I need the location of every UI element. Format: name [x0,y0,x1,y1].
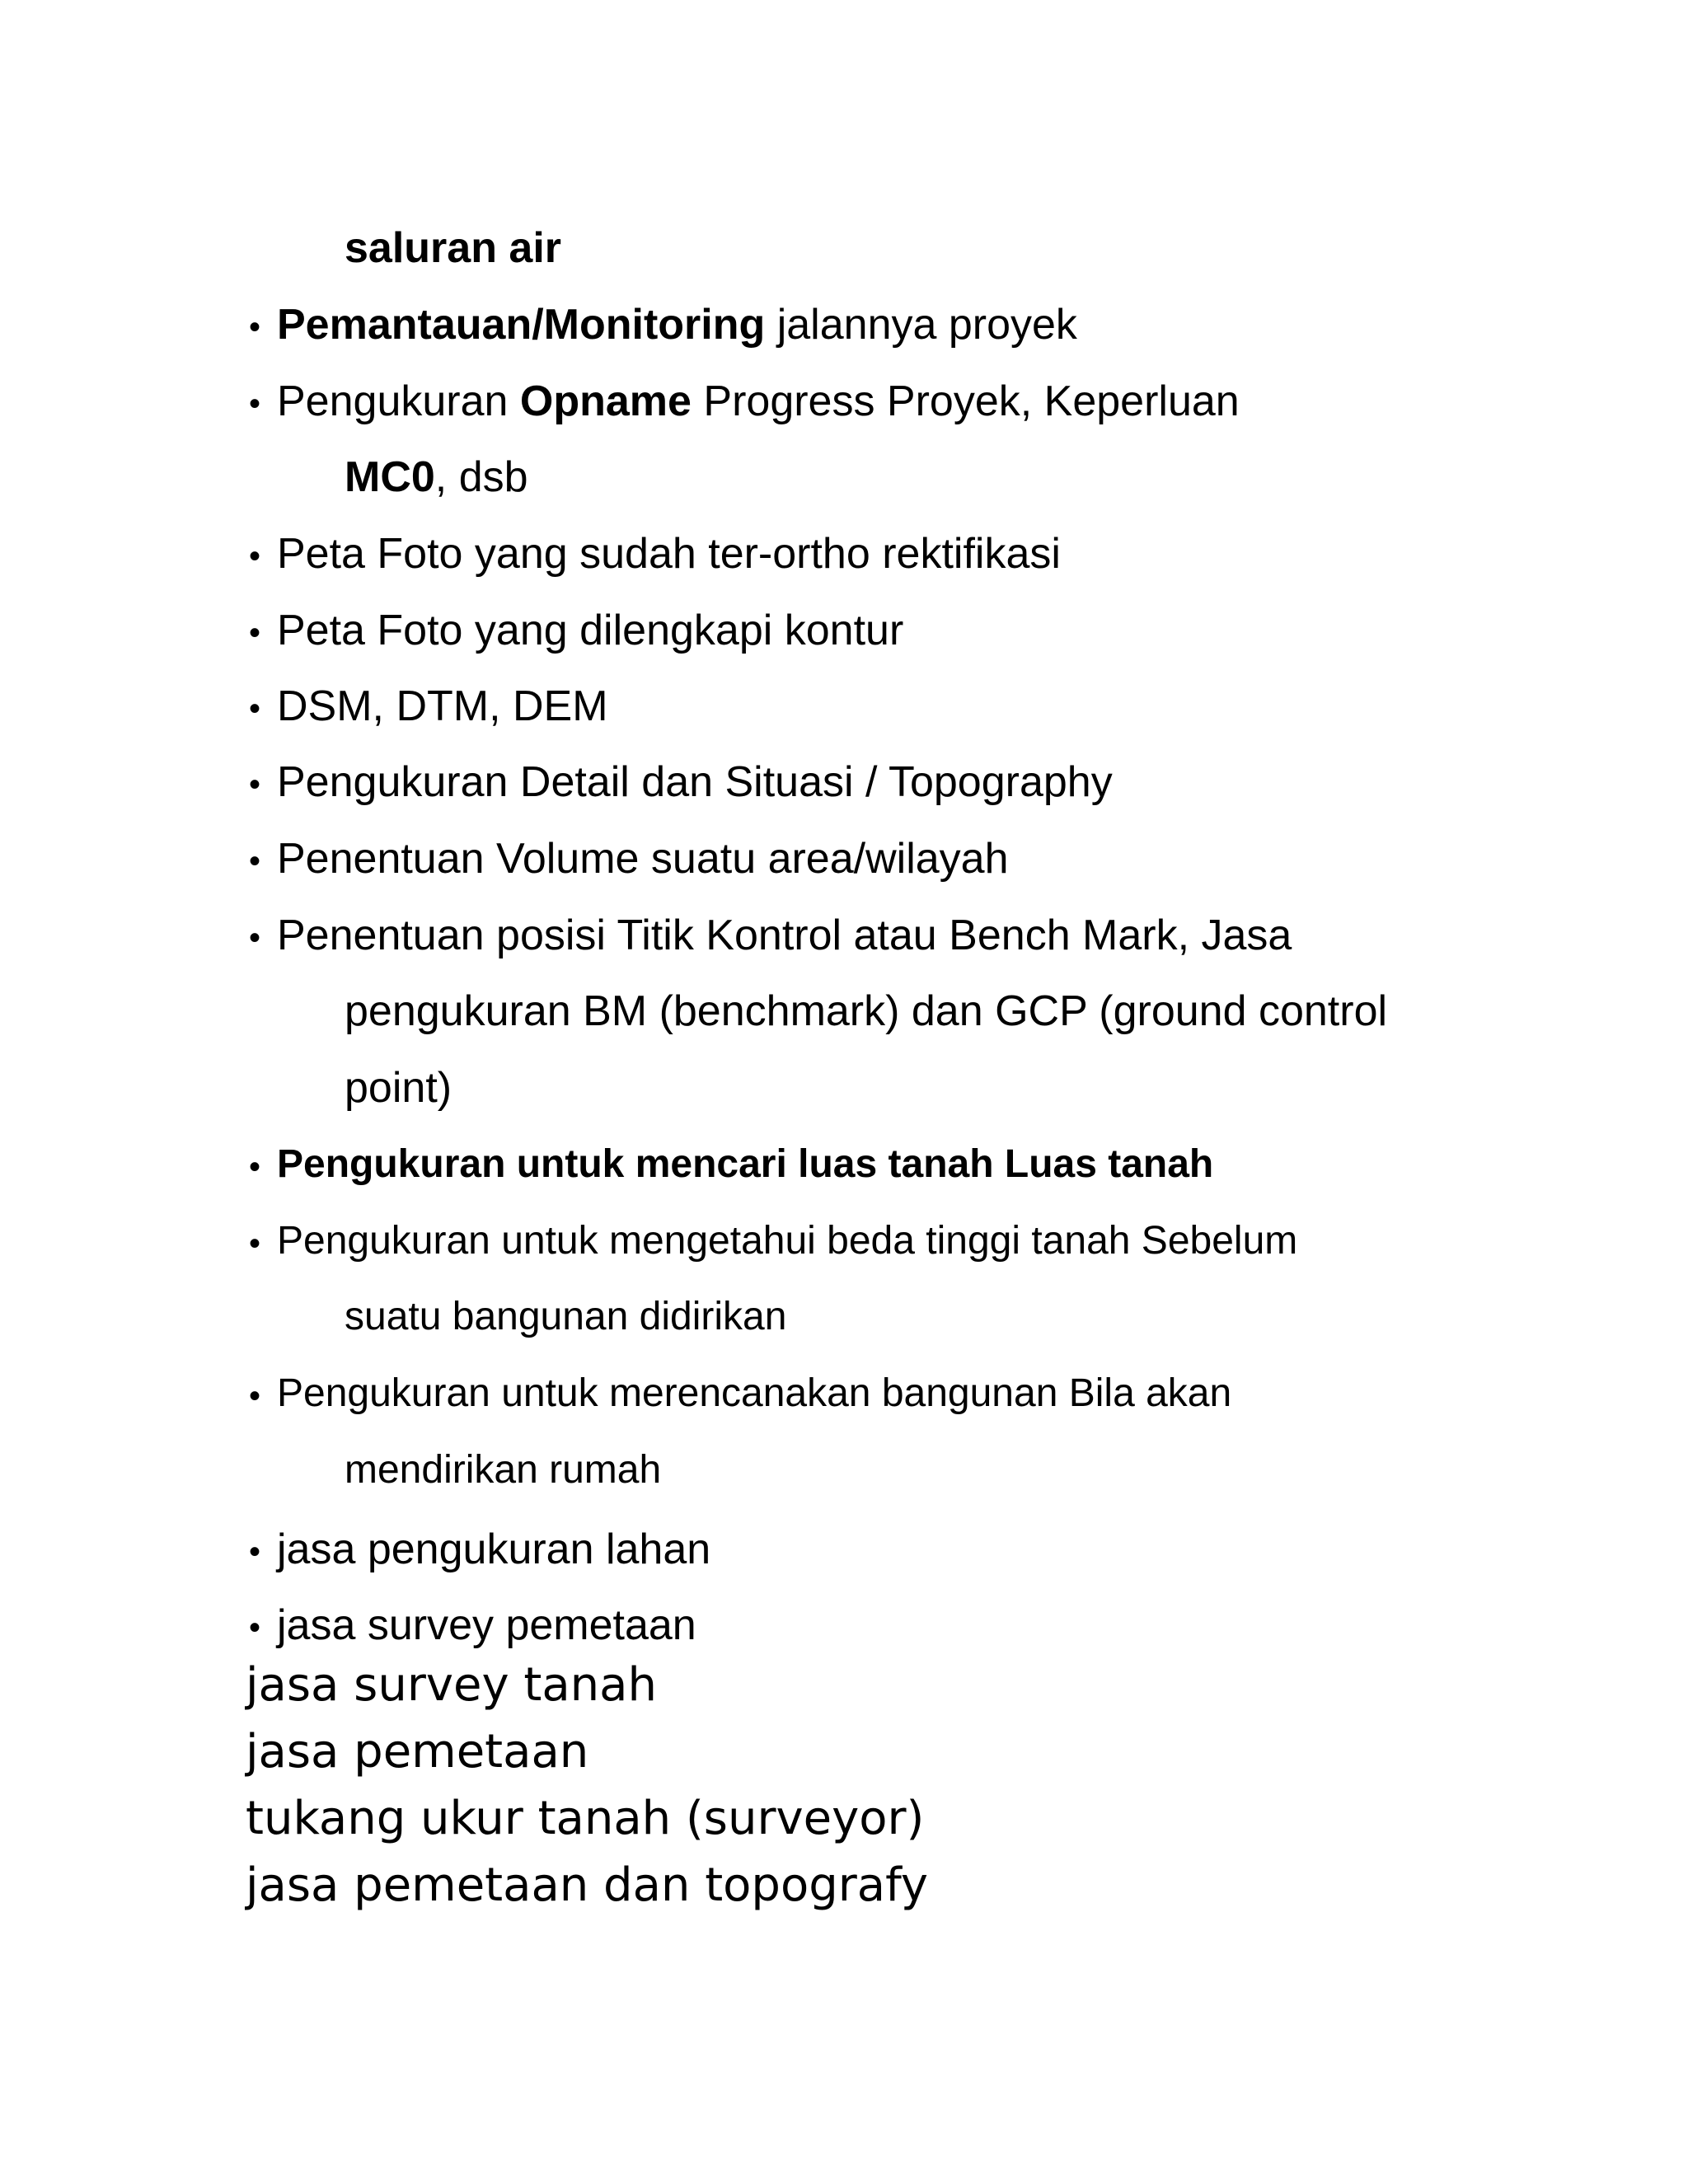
tail-line: jasa survey tanah [246,1658,657,1712]
list-item: Peta Foto yang sudah ter-ortho rektifikasi [277,530,1061,578]
list-item: Pengukuran untuk merencanakan bangunan Bila akan [277,1371,1232,1415]
bullet-icon: • [249,1610,261,1646]
bullet-icon: • [249,691,261,727]
bullet-icon: • [249,615,261,651]
bullet-icon: • [249,538,261,574]
list-item: jasa pengukuran lahan [277,1526,711,1573]
list-item: Pengukuran untuk mengetahui beda tinggi tanah Sebelum [277,1219,1298,1263]
list-item: DSM, DTM, DEM [277,682,608,730]
list-item-text: jalannya proyek [765,301,1077,349]
list-item-text: Progress Proyek, Keperluan [691,377,1240,425]
list-item [277,301,1077,349]
bullet-icon: • [249,1149,261,1185]
list-item-continuation [345,453,528,501]
continuation-line: saluran air [345,224,562,272]
list-item: Peta Foto yang dilengkapi kontur [277,607,904,654]
bullet-icon: • [249,766,261,803]
list-item-continuation: suatu bangunan didirikan [345,1295,787,1338]
bullet-icon: • [249,386,261,422]
list-item-continuation: pengukuran BM (benchmark) dan GCP (ground control [345,987,1388,1035]
bullet-icon: • [249,1378,261,1414]
list-item-text: , dsb [434,453,528,501]
list-item-bold: Opname [519,377,692,425]
bullet-icon: • [249,843,261,879]
list-item: Penentuan posisi Titik Kontrol atau Bench Mark, Jasa [277,912,1292,959]
tail-line: jasa pemetaan [246,1725,589,1779]
bullet-icon: • [249,1534,261,1570]
list-item [277,377,1240,425]
list-item: Pengukuran Detail dan Situasi / Topography [277,758,1113,806]
tail-line: jasa pemetaan dan topografy [246,1858,928,1912]
bullet-icon: • [249,309,261,345]
tail-line: tukang ukur tanah (surveyor) [246,1792,925,1845]
list-item: jasa survey pemetaan [277,1601,696,1649]
list-item: Penentuan Volume suatu area/wilayah [277,835,1009,883]
bullet-icon: • [249,1226,261,1262]
list-item-text: Pengukuran [277,377,520,425]
list-item-continuation: mendirikan rumah [345,1448,662,1492]
list-item: Pengukuran untuk mencari luas tanah Luas tanah [277,1142,1214,1186]
list-item-bold: Pemantauan/Monitoring [277,301,766,349]
bullet-icon: • [249,920,261,956]
list-item-bold: MC0 [345,453,435,501]
list-item-continuation: point) [345,1064,452,1112]
